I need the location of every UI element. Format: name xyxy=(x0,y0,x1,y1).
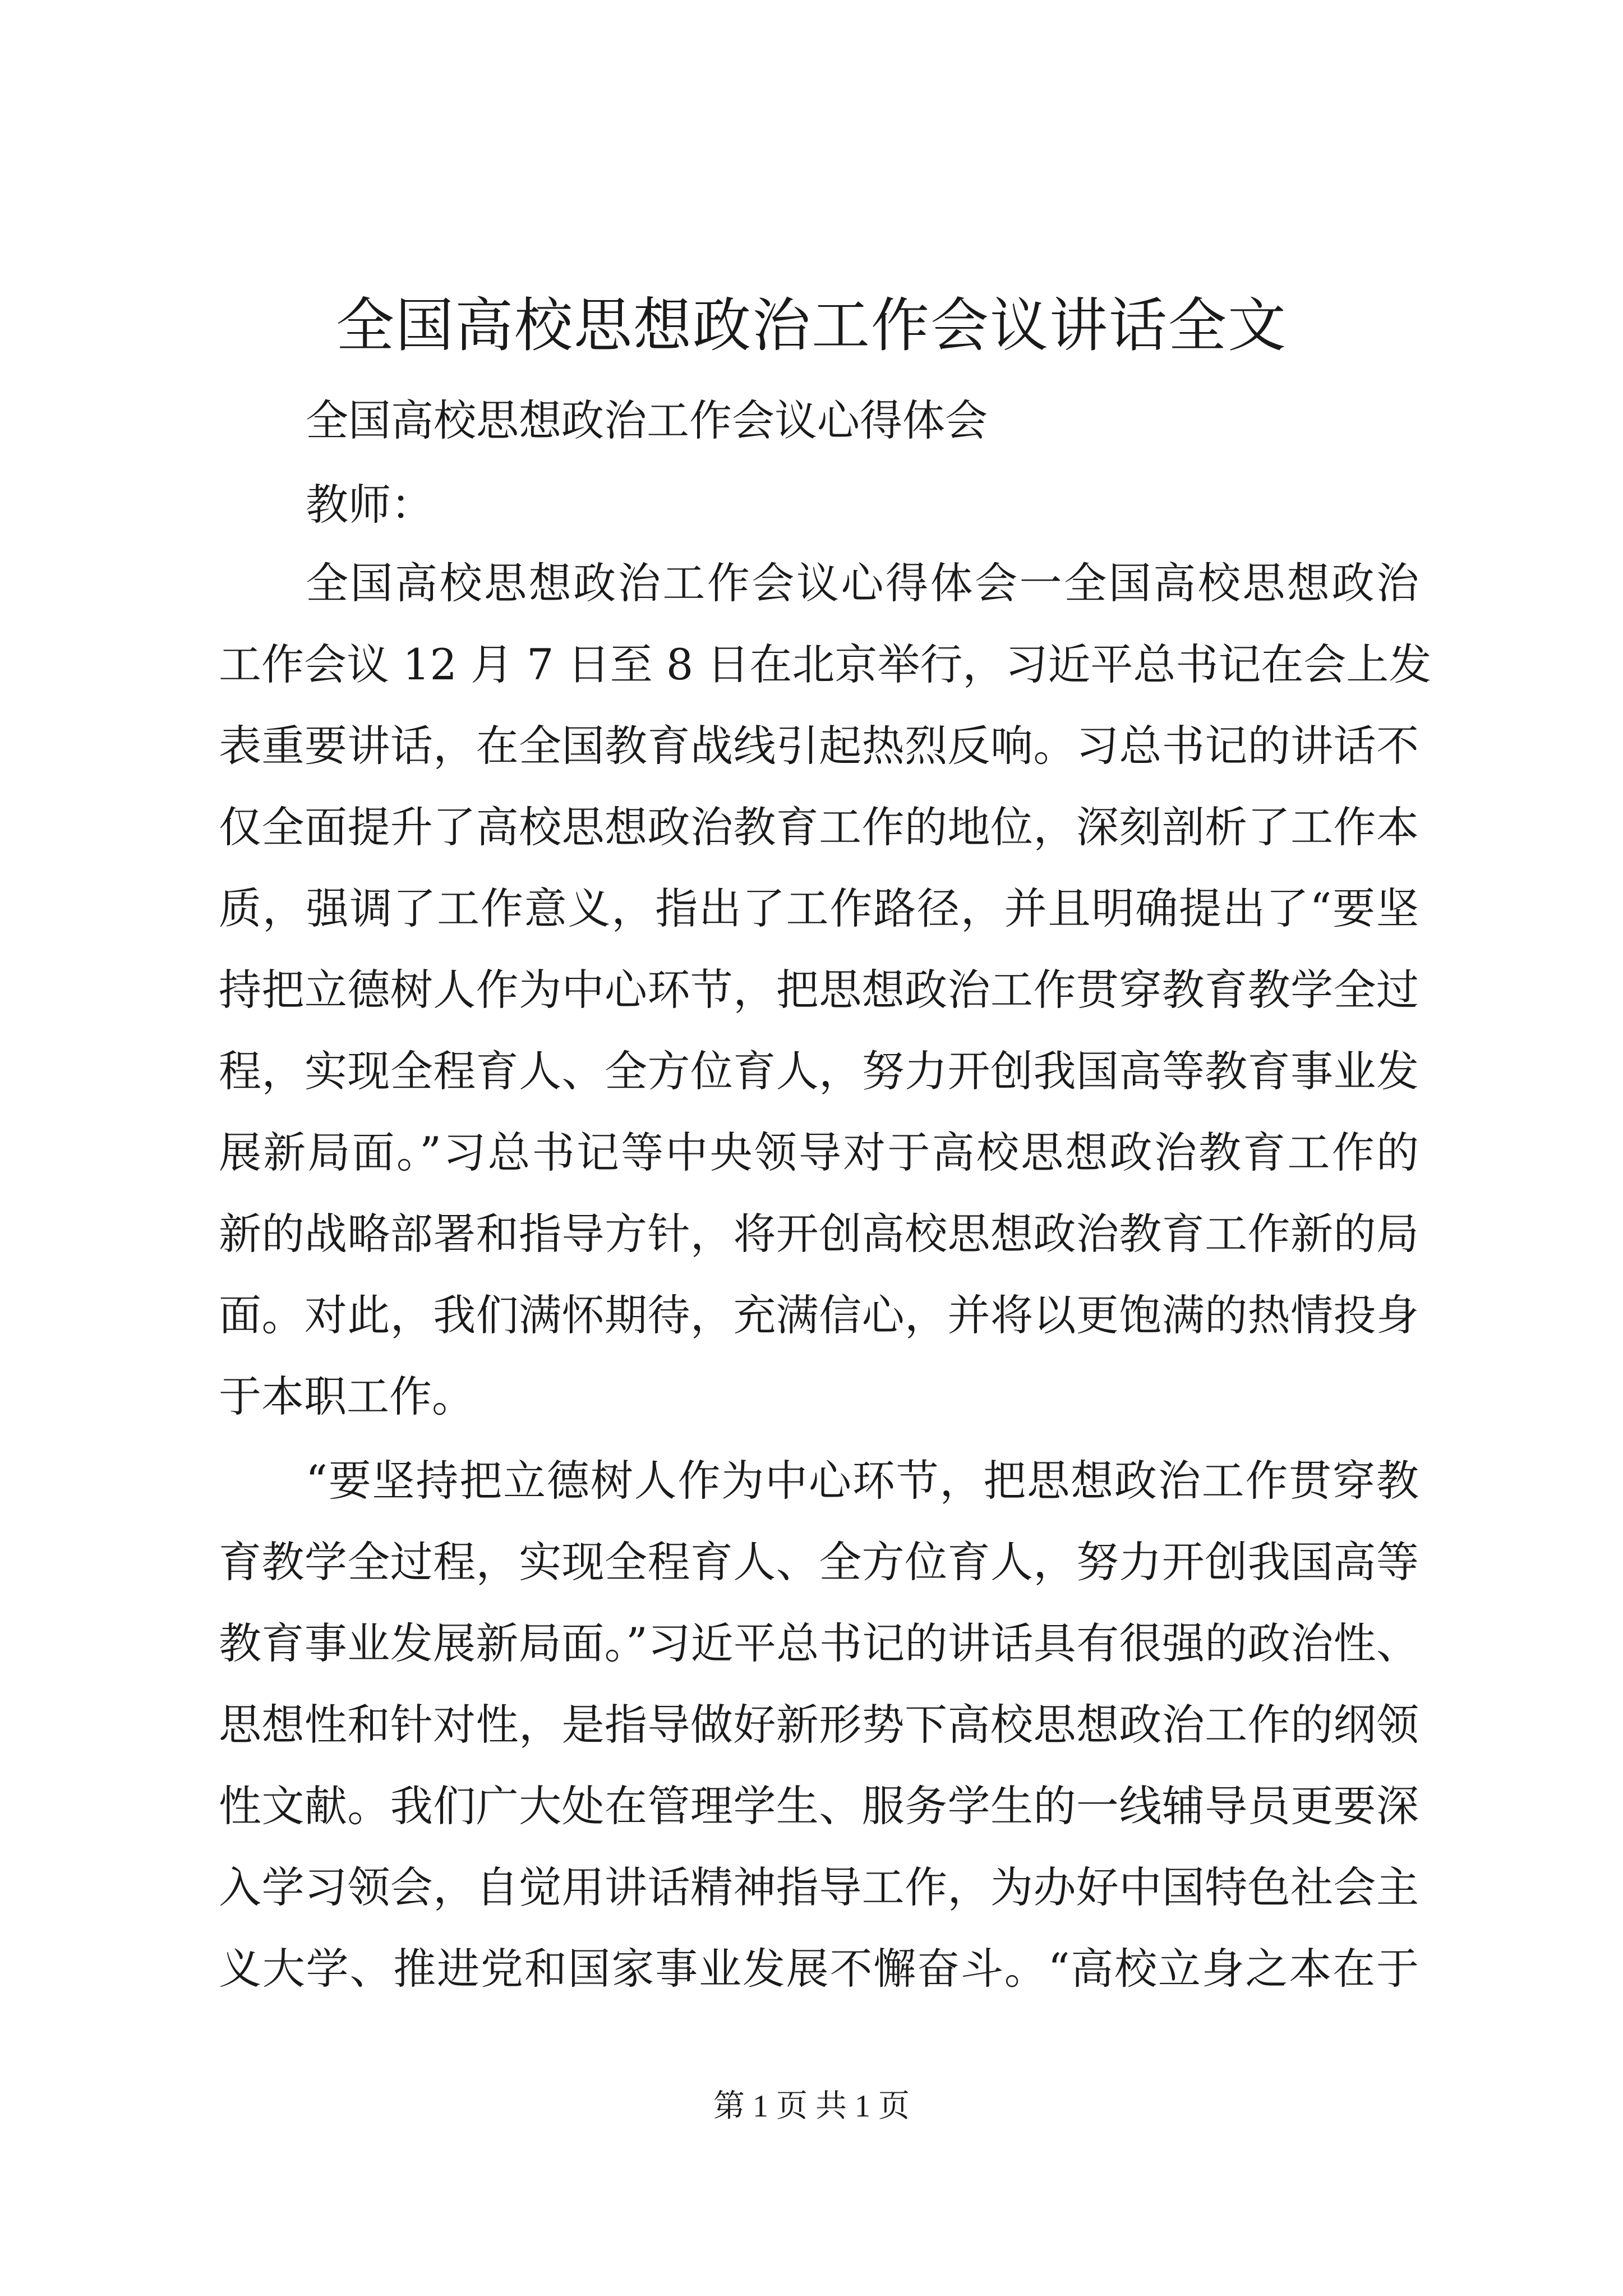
paragraph-line: 全国高校思想政治工作会议心得体会一全国高校思想政治 xyxy=(306,558,1419,608)
paragraph-line: 工作会议 12 月 7 日至 8 日在北京举行，习近平总书记在会上发 xyxy=(219,639,1432,689)
paragraph-line: 新的战略部署和指导方针，将开创高校思想政治教育工作新的局 xyxy=(219,1209,1419,1259)
subtitle: 全国高校思想政治工作会议心得体会 xyxy=(306,395,988,445)
paragraph-line: 入学习领会，自觉用讲话精神指导工作，为办好中国特色社会主 xyxy=(219,1862,1419,1912)
paragraph-line: 思想性和针对性，是指导做好新形势下高校思想政治工作的纲领 xyxy=(219,1700,1419,1750)
paragraph-line: 育教学全过程，实现全程育人、全方位育人，努力开创我国高等 xyxy=(219,1537,1419,1587)
salutation: 教师： xyxy=(306,480,434,530)
paragraph-line: 持把立德树人作为中心环节，把思想政治工作贯穿教育教学全过 xyxy=(219,965,1419,1015)
paragraph-line: 性文献。我们广大处在管理学生、服务学生的一线辅导员更要深 xyxy=(219,1781,1419,1831)
page-footer: 第 1 页 共 1 页 xyxy=(713,2089,910,2124)
paragraph-line: 展新局面。”习总书记等中央领导对于高校思想政治教育工作的 xyxy=(219,1128,1419,1177)
paragraph-line: 程，实现全程育人、全方位育人，努力开创我国高等教育事业发 xyxy=(219,1046,1419,1096)
paragraph-line: 表重要讲话，在全国教育战线引起热烈反响。习总书记的讲话不 xyxy=(219,721,1419,771)
paragraph-line: 仅全面提升了高校思想政治教育工作的地位，深刻剖析了工作本 xyxy=(219,802,1419,852)
paragraph-line: 义大学、推进党和国家事业发展不懈奋斗。“高校立身之本在于 xyxy=(219,1944,1419,1994)
paragraph-line: “要坚持把立德树人作为中心环节，把思想政治工作贯穿教 xyxy=(306,1456,1419,1506)
paragraph-line: 教育事业发展新局面。”习近平总书记的讲话具有很强的政治性、 xyxy=(219,1618,1419,1668)
paragraph-line: 于本职工作。 xyxy=(219,1372,474,1421)
paragraph-line: 面。对此，我们满怀期待，充满信心，并将以更饱满的热情投身 xyxy=(219,1290,1419,1340)
paragraph-line: 质，强调了工作意义，指出了工作路径，并且明确提出了“要坚 xyxy=(219,884,1419,933)
document-title: 全国高校思想政治工作会议讲话全文 xyxy=(335,291,1287,360)
